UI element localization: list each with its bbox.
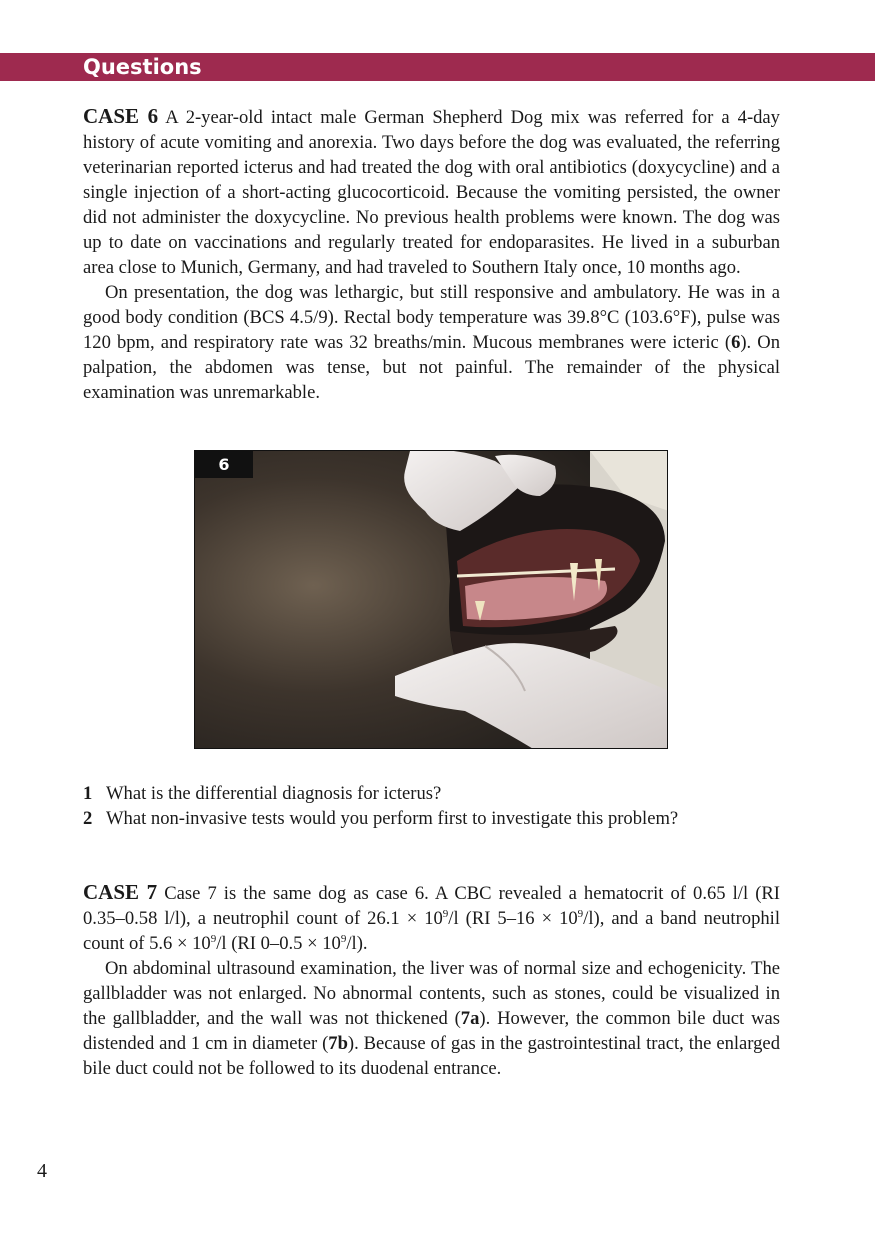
question-text: What non-invasive tests would you perform first to investigate this problem? — [106, 808, 679, 829]
figure-reference: 6 — [731, 332, 741, 353]
question-item — [83, 781, 780, 806]
figure-label: 6 — [195, 451, 253, 478]
case-7-ultrasound-text: On abdominal ultrasound examination, the liver was of normal size and echogenicity. The gallbladder was not enlarged. No abnormal contents, such as stones, could be visualized in the gallbladder, and the wall was not thickened ( — [83, 958, 780, 1029]
exponent: 9 — [340, 932, 347, 945]
case-7-paragraph-2 — [83, 956, 780, 1081]
section-title: Questions — [83, 55, 202, 79]
case-7-cbc-text: Case 7 is the same dog as case 6. A CBC revealed a hematocrit of 0.65 l/l (RI 0.35–0.58 l/l), a neutrophil count of 26.1 × 10 — [83, 883, 780, 929]
case-6-paragraph-2 — [83, 280, 780, 405]
case-6-paragraph-1 — [83, 104, 780, 280]
exponent: 9 — [577, 907, 584, 920]
question-number: 2 — [83, 808, 93, 829]
case-7-cbc-text: /l (RI 5–16 × 10 — [448, 908, 578, 929]
figure-reference: 7a — [460, 1008, 480, 1029]
case-7-ultrasound-text: ). Because of gas in the gastrointestinal tract, the enlarged bile duct could not be followed to its duodenal entrance. — [83, 1033, 780, 1079]
case-7-ultrasound-text: ). However, the common bile duct was distended and 1 cm in diameter ( — [83, 1008, 780, 1054]
question-item — [83, 806, 780, 831]
case-6-exam-text: On presentation, the dog was lethargic, but still responsive and ambulatory. He was in a good body condition (BCS 4.5/9). Rectal body temperature was 39.8°C (103.6°F), pulse was 120 bpm, and respiratory rate was 32 breaths/min. Mucous membranes were icteric ( — [83, 282, 780, 353]
dog-mouth-illustration — [195, 451, 668, 749]
exponent: 9 — [442, 907, 449, 920]
case-7-cbc-text: /l), and a band neutrophil count of 5.6 × 10 — [83, 908, 781, 954]
case-7-cbc-text: /l (RI 0–0.5 × 10 — [216, 933, 341, 954]
exponent: 9 — [210, 932, 217, 945]
question-number: 1 — [83, 783, 93, 804]
question-text: What is the differential diagnosis for icterus? — [106, 783, 442, 804]
case-7-text — [83, 880, 780, 1081]
figure-6-dog-mouth-photo — [194, 450, 668, 749]
figure-reference: 7b — [328, 1033, 348, 1054]
case-6-text — [83, 104, 780, 405]
page-number: 4 — [37, 1160, 47, 1182]
case-6-exam-text-end: ). On palpation, the abdomen was tense, but not painful. The remainder of the physical examination was unremarkable. — [83, 332, 780, 403]
case-7-label: CASE 7 — [83, 880, 158, 904]
section-header-bar — [0, 53, 875, 81]
case-7-paragraph-1 — [83, 880, 780, 956]
case-6-questions — [83, 781, 780, 831]
case-7-cbc-text: /l). — [346, 933, 368, 954]
case-6-label: CASE 6 — [83, 104, 159, 128]
case-6-history: A 2-year-old intact male German Shepherd Dog mix was referred for a 4-day history of acute vomiting and anorexia. Two days before the dog was evaluated, the referring veterinarian reported icterus and had treated the dog with oral antibiotics (doxycycline) and a single injection of a short-acting glucocorticoid. Because the vomiting persisted, the owner did not administer the doxycycline. No previous health problems were known. The dog was up to date on vaccinations and regularly treated for endoparasites. He lived in a suburban area close to Munich, Germany, and had traveled to Southern Italy once, 10 months ago. — [83, 107, 780, 278]
